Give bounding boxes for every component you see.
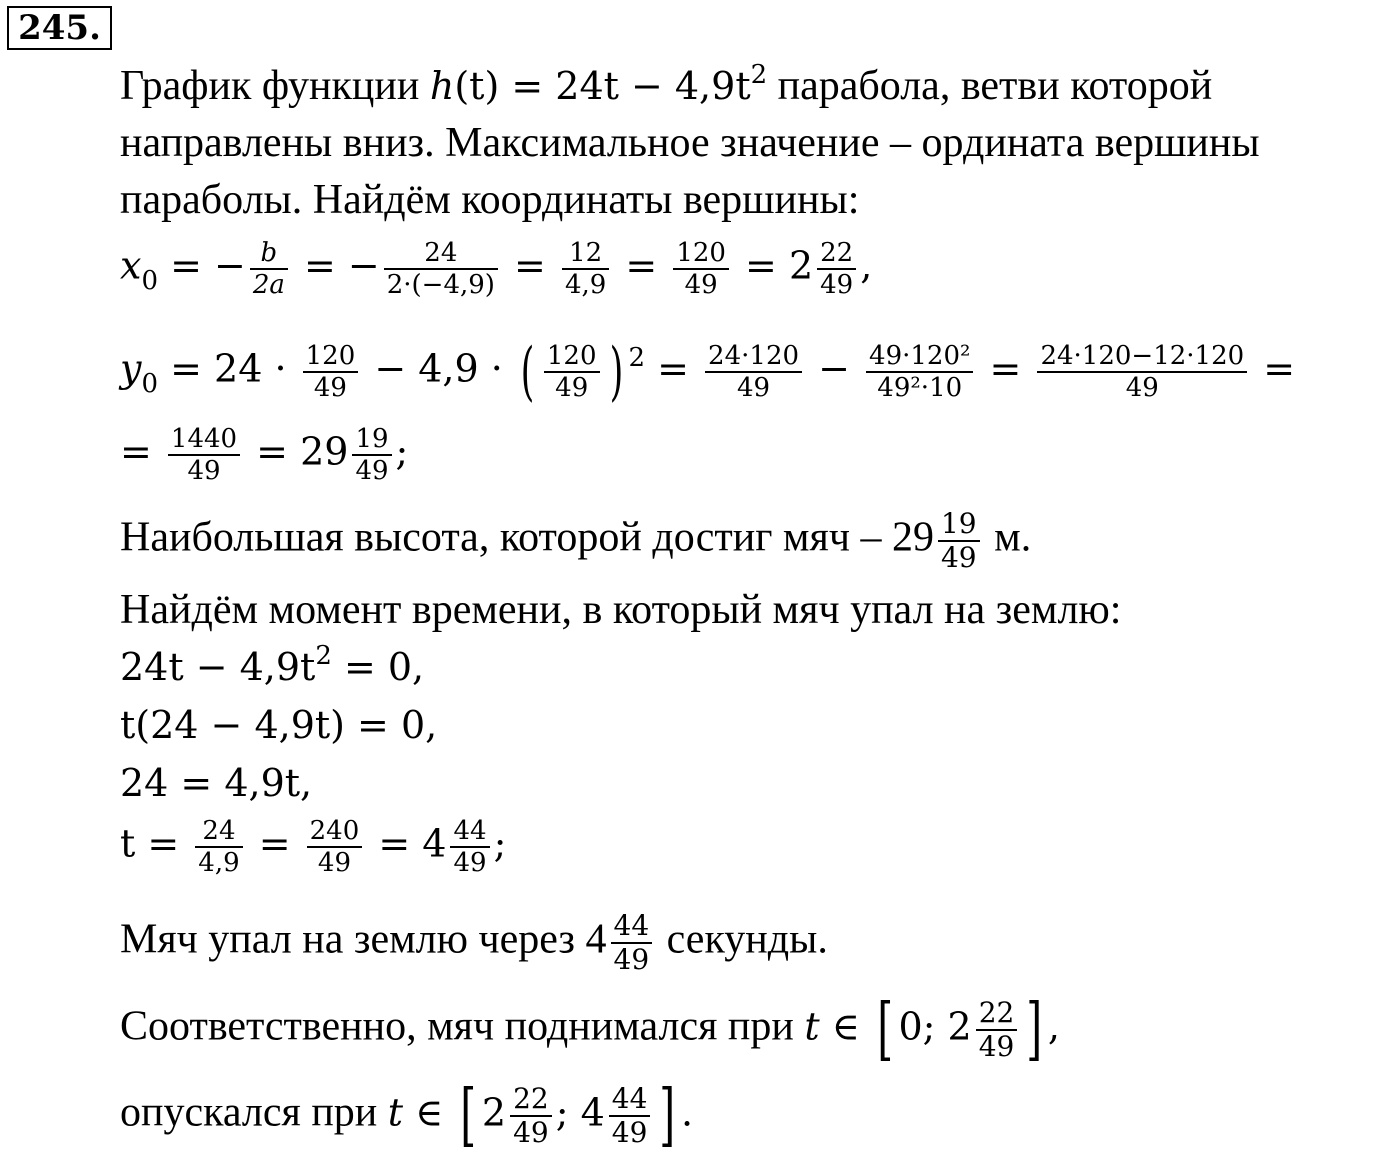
intro-line-1: [120, 59, 1212, 118]
equation-d: [120, 816, 506, 878]
x0-eq2: = −: [291, 243, 380, 288]
fraction: [611, 910, 653, 976]
fell-line: [120, 910, 828, 976]
rose-text: Соответственно, мяч поднимался при: [120, 1003, 805, 1050]
eq-d-tail: ;: [493, 821, 507, 866]
fraction: [352, 424, 391, 486]
numerator: b: [250, 238, 288, 270]
rose-interval-line: [120, 990, 1060, 1069]
eq-a-lhs: 24t − 4,9t: [120, 645, 316, 689]
left-bracket: [: [877, 990, 894, 1069]
y0c-eq1: =: [120, 429, 164, 474]
denominator: 49: [355, 456, 389, 486]
numerator: 19: [938, 508, 980, 542]
fell-interval-t: t ∈: [387, 1090, 456, 1135]
denominator: 49: [736, 373, 771, 403]
intro-line-2: направлены вниз. Максимальное значение – ордината вершины: [120, 120, 1260, 166]
denominator: 49: [513, 1116, 549, 1149]
denominator: 49: [1125, 373, 1159, 403]
y0-eq1: = 24 ·: [158, 346, 299, 391]
equation-b: [120, 698, 437, 752]
equation-a: [120, 640, 424, 699]
eq-d-lhs: t =: [120, 821, 192, 866]
find-moment-line: Найдём момент времени, в который мяч упал на землю:: [120, 587, 1122, 633]
y0-eq5: =: [977, 346, 1034, 391]
left-bracket: [: [460, 1076, 477, 1155]
fraction: [250, 238, 288, 300]
numerator: 120: [303, 341, 359, 373]
fell-interval-text: опускался при: [120, 1089, 388, 1136]
y0-continuation: [120, 424, 408, 486]
eq-c-text: 24 = 4,9t,: [120, 761, 313, 805]
denominator: 49: [555, 373, 589, 403]
numerator: 240: [307, 816, 363, 848]
right-bracket: ]: [659, 1076, 676, 1155]
x0-eq4: =: [613, 243, 670, 288]
y0-equation: [120, 335, 1296, 409]
x0-eq3: =: [501, 243, 558, 288]
numerator: 49·120²: [866, 341, 973, 373]
problem-number-box: 245.: [7, 6, 112, 50]
fell-interval-a: 2: [481, 1090, 507, 1135]
eq-a-power: 2: [315, 641, 332, 671]
eq-d-eq2: =: [246, 821, 303, 866]
x0-eq5: = 2: [732, 243, 814, 288]
y0-symbol: y: [120, 346, 142, 391]
fraction: [609, 1083, 651, 1149]
denominator: 49: [313, 373, 347, 403]
denominator: 49: [940, 541, 977, 574]
fell-text: Мяч упал на землю через 4: [120, 916, 607, 963]
equation-c: [120, 756, 312, 810]
fell-unit: секунды.: [656, 916, 828, 963]
numerator: 120: [544, 341, 600, 373]
fraction: [1037, 341, 1247, 403]
intro-line-3: параболы. Найдём координаты вершины:: [120, 177, 860, 223]
denominator: 4,9: [198, 848, 240, 878]
y0c-eq2: = 29: [244, 429, 349, 474]
x0-eq1: = −: [157, 243, 246, 288]
right-paren: ): [609, 335, 623, 409]
numerator: 24: [384, 238, 498, 270]
numerator: 12: [562, 238, 609, 270]
fraction: [384, 238, 498, 300]
fraction: [938, 508, 980, 574]
denominator: 49: [978, 1030, 1015, 1063]
denominator: 49: [317, 848, 351, 878]
x0-symbol: x: [120, 243, 142, 288]
fraction: [976, 997, 1018, 1063]
fell-interval-line: [120, 1076, 694, 1155]
numerator: 44: [611, 910, 653, 944]
fraction: [303, 341, 359, 403]
y0c-tail: ;: [395, 429, 409, 474]
numerator: 22: [976, 997, 1018, 1031]
eq-a-rhs: = 0,: [331, 645, 425, 689]
y0-eq2: − 4,9 ·: [362, 346, 515, 391]
numerator: 24: [195, 816, 242, 848]
fraction: [307, 816, 363, 878]
fell-interval-tail: .: [680, 1090, 694, 1135]
fraction: [705, 341, 802, 403]
numerator: 1440: [168, 424, 240, 456]
eq-b-text: t(24 − 4,9t) = 0,: [120, 703, 438, 747]
fraction: [450, 816, 489, 878]
fraction: [866, 341, 973, 403]
left-paren: (: [520, 335, 535, 409]
x0-equation: [120, 238, 872, 300]
intro-text-pre: График функции: [120, 63, 430, 109]
fraction: [673, 238, 729, 300]
y0-eq4: −: [806, 346, 863, 391]
denominator: 49: [613, 943, 650, 976]
y0-subscript: 0: [141, 368, 159, 399]
function-name: h: [429, 64, 455, 108]
fraction: [544, 341, 600, 403]
numerator: 120: [673, 238, 729, 270]
numerator: 22: [510, 1083, 552, 1117]
x0-tail: ,: [860, 243, 873, 288]
eq-d-eq3: = 4: [366, 821, 447, 866]
function-formula: (t) = 24t − 4,9t: [454, 64, 751, 108]
fraction: [195, 816, 242, 878]
max-height-unit: м.: [983, 514, 1032, 561]
denominator: 2·(−4,9): [386, 270, 495, 300]
numerator: 19: [352, 424, 391, 456]
rose-mid: 0; 2: [898, 1004, 972, 1049]
y0-eq3: =: [645, 346, 702, 391]
fraction: [510, 1083, 552, 1149]
rose-t: t ∈: [804, 1004, 872, 1049]
intro-text-post: парабола, ветви которой: [767, 63, 1213, 109]
numerator: 44: [609, 1083, 651, 1117]
fraction: [817, 238, 856, 300]
rose-tail: ,: [1047, 1004, 1060, 1049]
right-bracket: ]: [1026, 990, 1043, 1069]
max-height-line: [120, 508, 1031, 574]
denominator: 4,9: [564, 270, 607, 300]
y0-power: 2: [628, 342, 646, 373]
denominator: 49²·10: [877, 373, 963, 403]
denominator: 49: [820, 270, 854, 300]
numerator: 22: [817, 238, 856, 270]
max-height-text: Наибольшая высота, которой достиг мяч – 29: [120, 514, 934, 561]
denominator: 49: [453, 848, 487, 878]
fell-interval-mid: ; 4: [555, 1090, 605, 1135]
numerator: 24·120: [705, 341, 802, 373]
denominator: 49: [611, 1116, 648, 1149]
denominator: 2a: [252, 270, 285, 300]
numerator: 24·120−12·120: [1037, 341, 1247, 373]
denominator: 49: [187, 456, 221, 486]
y0-eq6: =: [1251, 346, 1296, 391]
denominator: 49: [684, 270, 718, 300]
x0-subscript: 0: [141, 265, 158, 296]
fraction: [562, 238, 609, 300]
function-power: 2: [750, 60, 768, 90]
numerator: 44: [450, 816, 489, 848]
fraction: [168, 424, 240, 486]
